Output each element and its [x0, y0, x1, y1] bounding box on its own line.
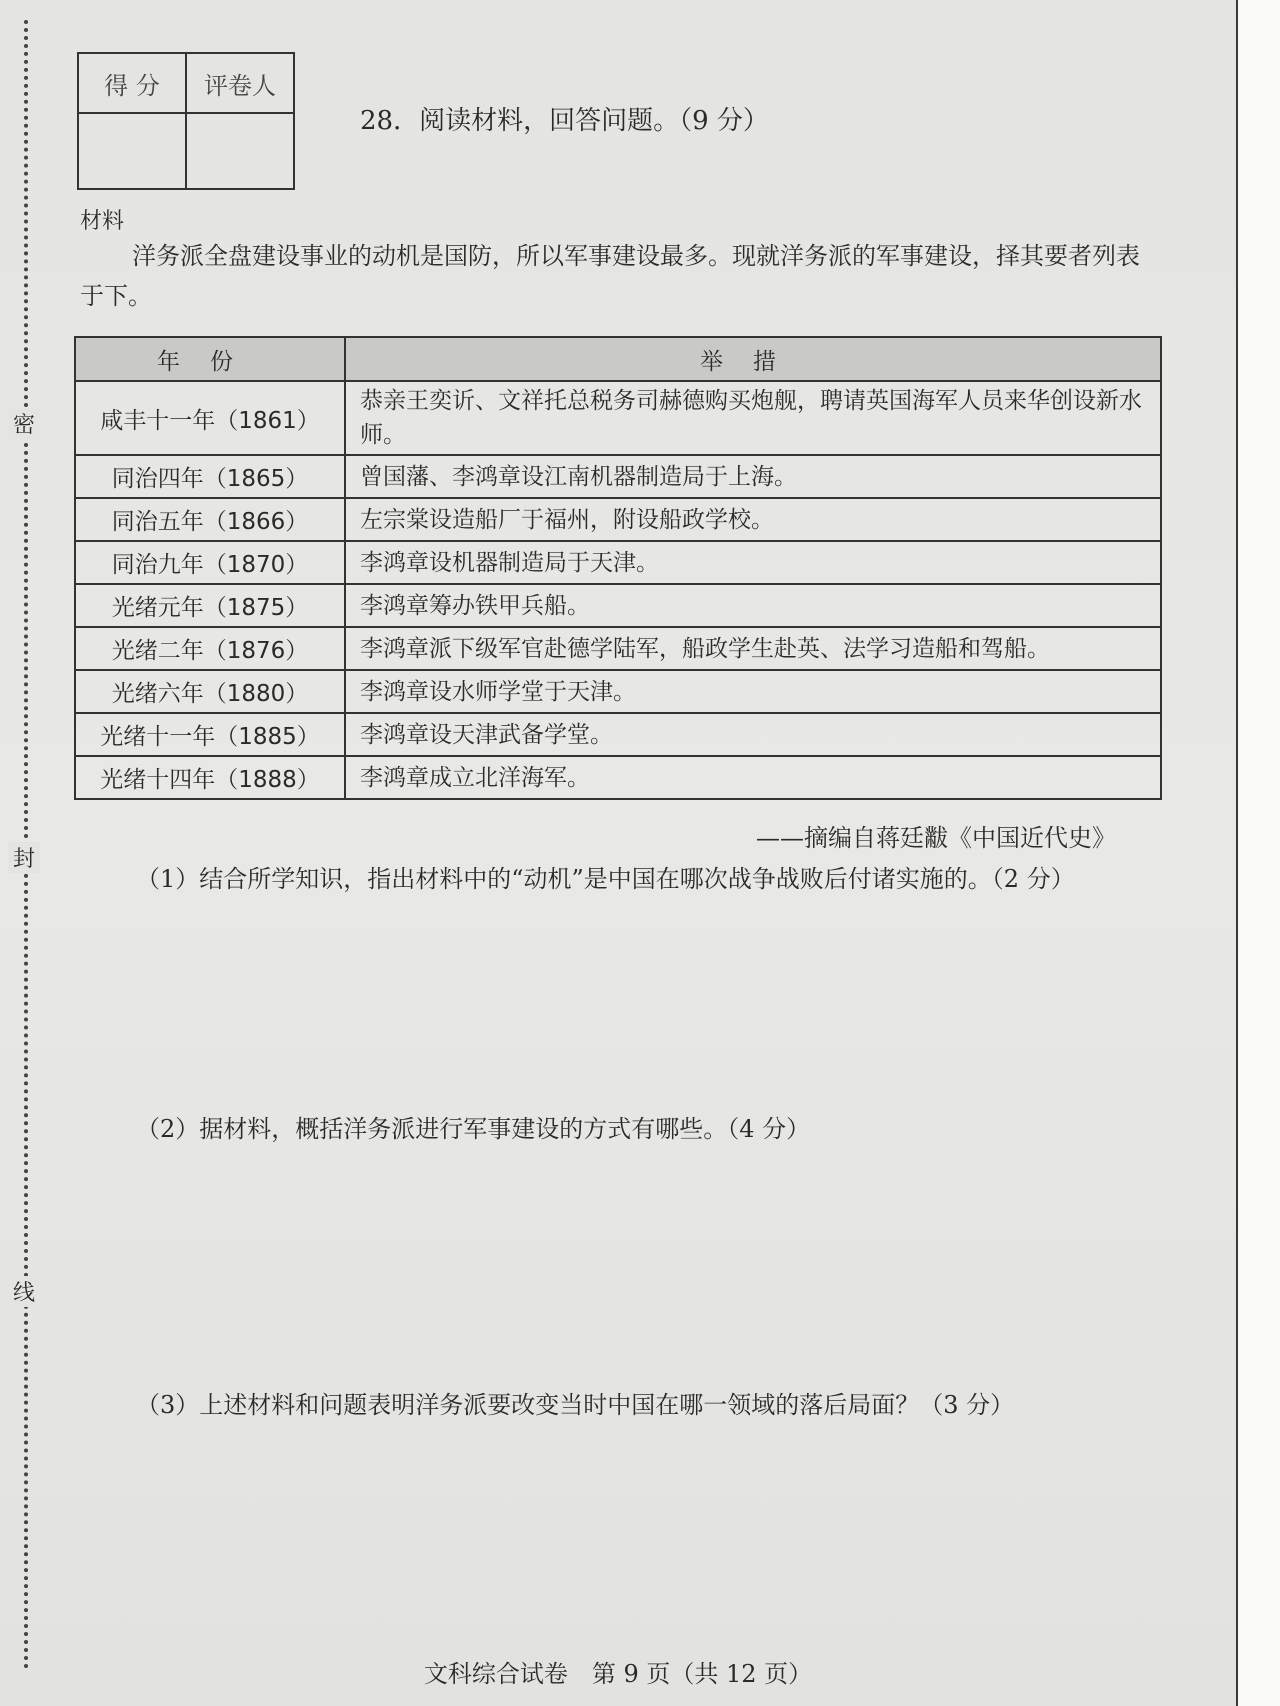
material-label: 材料: [80, 209, 125, 234]
row-measure: 李鸿章派下级军官赴德学陆军，船政学生赴英、法学习造船和驾船。: [345, 627, 1161, 670]
sub-question-1: （1）结合所学知识，指出材料中的“动机”是中国在哪次战争战败后付诸实施的。（2 分）: [136, 865, 1075, 893]
grader-label: 评卷人: [186, 53, 294, 113]
row-measure: 曾国藩、李鸿章设江南机器制造局于上海。: [345, 455, 1161, 498]
row-measure: 李鸿章设天津武备学堂。: [345, 713, 1161, 756]
row-year: 同治四年（1865）: [75, 455, 345, 498]
row-year: 同治九年（1870）: [75, 541, 345, 584]
sub-question-3: （3）上述材料和问题表明洋务派要改变当时中国在哪一领域的落后局面？（3 分）: [136, 1391, 1015, 1419]
score-field[interactable]: [78, 113, 186, 189]
table-row: [75, 498, 1161, 541]
grader-field[interactable]: [186, 113, 294, 189]
table-row: [75, 381, 1161, 455]
material-intro: 洋务派全盘建设事业的动机是国防，所以军事建设最多。现就洋务派的军事建设，择其要者列表于下。: [80, 242, 1140, 310]
score-box: [77, 52, 295, 190]
row-measure: 李鸿章设机器制造局于天津。: [345, 541, 1161, 584]
row-year: 光绪六年（1880）: [75, 670, 345, 713]
seal-mark-xian: 线: [8, 1276, 40, 1307]
sub-question-2: （2）据材料，概括洋务派进行军事建设的方式有哪些。（4 分）: [136, 1115, 811, 1143]
table-row: [75, 670, 1161, 713]
question-title: 28．阅读材料，回答问题。（9 分）: [360, 106, 769, 136]
row-year: 同治五年（1866）: [75, 498, 345, 541]
measures-table: [74, 336, 1162, 800]
row-year: 咸丰十一年（1861）: [75, 381, 345, 455]
row-year: 光绪十四年（1888）: [75, 756, 345, 799]
source-citation: ——摘编自蒋廷黻《中国近代史》: [756, 824, 1116, 852]
row-measure: 左宗棠设造船厂于福州，附设船政学校。: [345, 498, 1161, 541]
table-row: [75, 756, 1161, 799]
row-measure: 李鸿章设水师学堂于天津。: [345, 670, 1161, 713]
seal-mark-mi: 密: [8, 408, 40, 439]
table-row: [75, 541, 1161, 584]
row-year: 光绪十一年（1885）: [75, 713, 345, 756]
header-measure: 举措: [345, 337, 1161, 381]
row-measure: 李鸿章成立北洋海军。: [345, 756, 1161, 799]
row-measure: 恭亲王奕䜣、文祥托总税务司赫德购买炮舰，聘请英国海军人员来华创设新水师。: [345, 381, 1161, 455]
page-footer: 文科综合试卷 第 9 页（共 12 页）: [423, 1660, 813, 1688]
score-label: 得 分: [78, 53, 186, 113]
table-row: [75, 584, 1161, 627]
row-year: 光绪二年（1876）: [75, 627, 345, 670]
page-edge: [1236, 0, 1280, 1706]
row-year: 光绪元年（1875）: [75, 584, 345, 627]
table-row: [75, 455, 1161, 498]
table-row: [75, 627, 1161, 670]
table-row: [75, 713, 1161, 756]
seal-mark-feng: 封: [8, 842, 40, 873]
header-year: 年份: [75, 337, 345, 381]
row-measure: 李鸿章筹办铁甲兵船。: [345, 584, 1161, 627]
